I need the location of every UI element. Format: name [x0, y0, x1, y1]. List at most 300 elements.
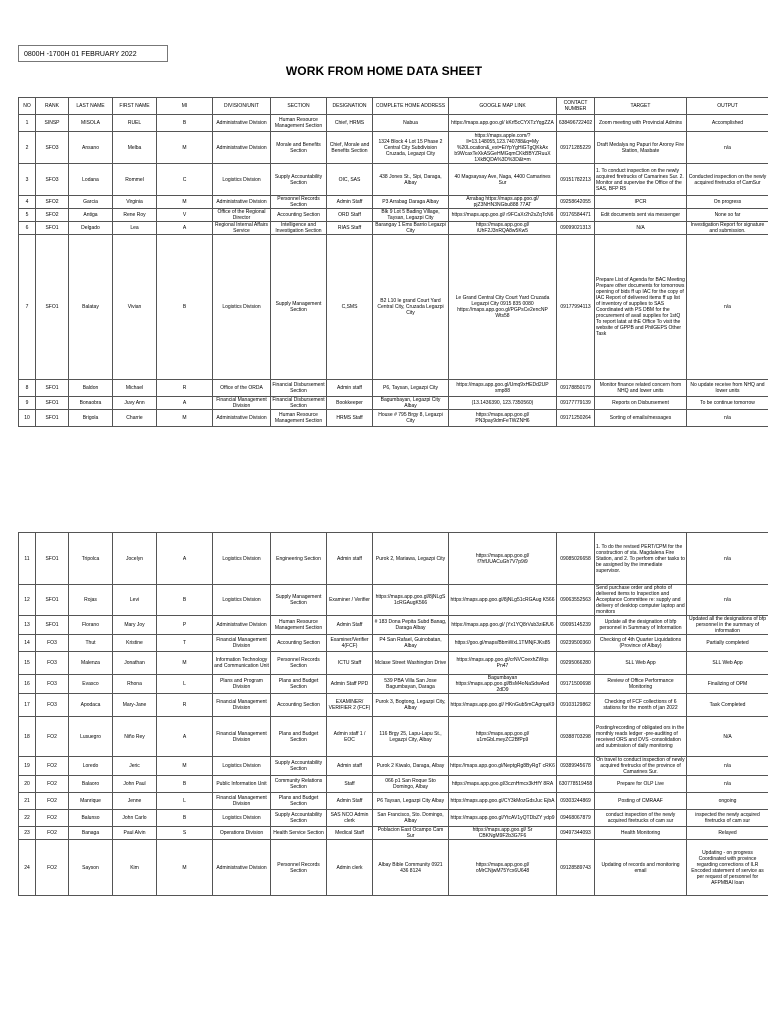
table-cell-designation: Chief, HRMS	[327, 115, 373, 132]
table-cell-first-name: Vivian	[113, 235, 157, 380]
table-cell-mi: B	[157, 585, 213, 616]
table-cell-mi: M	[157, 132, 213, 164]
table-cell-last-name: Florano	[69, 616, 113, 635]
table-cell-complete-home-address: P6 Taysan, Legazpi City Albay	[373, 793, 449, 810]
table-cell-section: Financial Disbursement Section	[272, 397, 325, 409]
table-cell-designation: Admin Staff PPD	[327, 675, 373, 694]
table-cell-section: Personnel Records Section	[271, 196, 327, 209]
table-cell-section: Human Resource Management Section	[271, 115, 327, 132]
table-cell-last-name: Apodaca	[69, 694, 113, 717]
table-cell-division-unit: Financial Management Division	[213, 717, 271, 757]
table-cell-last-name: Garcia	[69, 196, 113, 209]
table-cell-first-name: Juvy Ann	[113, 397, 157, 410]
table-cell-contact-number: 09085026658	[557, 533, 595, 585]
table-cell-rank: FO3	[36, 652, 69, 675]
table-cell-rank: FO2	[36, 810, 69, 827]
table-cell-no: 24	[19, 840, 36, 896]
table-cell-first-name: Paul Alvin	[113, 827, 157, 840]
table-cell-mi: R	[157, 380, 213, 397]
table-header-row	[19, 98, 768, 115]
table-cell-complete-home-address: B2 L10 le grand Court Yard Central City, Cruzada Legazpi City	[373, 235, 449, 380]
table-cell-contact-number: 09178850179	[557, 380, 595, 397]
table-cell-target: Reports on Disbursement	[595, 397, 687, 410]
table-cell-target: Send purchase order and photo of delivered items to Inspection and Acceptance Committee re: supply and delivery of desktop computer laptop and monitors	[596, 585, 685, 615]
table-cell-mi: S	[157, 827, 213, 840]
table-cell-output: n/a	[687, 533, 768, 585]
table-cell-contact-number: 09171250264	[557, 410, 595, 427]
table-row	[19, 164, 768, 196]
table-cell-contact-number: 09095145239	[557, 616, 595, 635]
table-cell-designation: Medical Staff	[327, 827, 373, 840]
table-cell-division-unit: Financial Management Division	[213, 694, 271, 717]
table-cell-output: inspected the newly acquired firetrucks of cam sur	[687, 810, 768, 827]
table-row	[19, 675, 768, 694]
table-cell-mi: A	[157, 222, 213, 235]
table-cell-first-name: Jonathan	[113, 652, 157, 675]
table-cell-last-name: Brigola	[69, 410, 113, 427]
table-cell-no: 18	[19, 717, 36, 757]
table-cell-no: 11	[19, 533, 36, 585]
table-cell-google-map-link: https://maps.app.goo.gl/ f7hfUUACuGh7V7p9i9	[449, 533, 557, 585]
table-cell-google-map-link: https://maps.app.goo.gl/ PN3pay9dmFeTWZNH6	[449, 410, 557, 427]
table-cell-contact-number: 09239500360	[557, 635, 595, 652]
table-cell-mi: T	[157, 635, 213, 652]
table-cell-mi: L	[157, 675, 213, 694]
column-header: LAST NAME	[69, 98, 113, 115]
table-cell-contact-number: 09176584471	[557, 209, 595, 222]
table-cell-first-name: Jeric	[113, 757, 157, 776]
table-cell-contact-number: 630778519458	[557, 776, 595, 793]
table-cell-mi: B	[157, 810, 213, 827]
table-cell-designation: Chief, Morale and Benefits Section	[327, 132, 373, 164]
table-cell-division-unit: Plans and Program Division	[213, 675, 271, 694]
table-cell-no: 9	[19, 397, 36, 410]
table-cell-complete-home-address: Mclase Street Washington Drive	[373, 652, 449, 675]
table-cell-division-unit: Administrative Division	[213, 132, 271, 164]
table-cell-no: 15	[19, 652, 36, 675]
table-cell-section: Supply Accountability Section	[271, 810, 327, 827]
table-cell-complete-home-address: Blk 9 Lot 5 Bading Village, Taysan, Legazpi City	[373, 209, 449, 222]
table-cell-contact-number: 09177994113	[557, 235, 595, 380]
table-cell-no: 2	[19, 132, 36, 164]
data-table-top	[18, 97, 768, 427]
table-cell-rank: FO3	[36, 635, 69, 652]
table-cell-rank: SFO3	[36, 132, 69, 164]
table-cell-target: Posting of CMRAAF	[595, 793, 687, 810]
table-cell-target: SLL Web App	[595, 652, 687, 675]
table-cell-output: Accomplished	[687, 115, 768, 132]
table-cell-last-name: Manrique	[69, 793, 113, 810]
table-cell-google-map-link: (13.1436390, 123.7350560)	[449, 397, 557, 410]
table-cell-last-name: Balunso	[69, 810, 113, 827]
table-cell-mi: R	[157, 694, 213, 717]
table-cell-google-map-link: 40 Magsaysay Ave, Naga, 4400 Camarines Sur	[449, 164, 557, 196]
column-header: RANK	[36, 98, 69, 115]
table-row	[19, 235, 768, 380]
table-cell-mi: A	[157, 717, 213, 757]
table-cell-contact-number: 09258642055	[557, 196, 595, 209]
table-cell-division-unit: Office of the ORDA	[213, 380, 271, 397]
table-cell-complete-home-address: 1324 Block 4 Lot 15 Phase 2 Central City Subdivision Cruzada, Legazpi City	[373, 132, 449, 164]
table-cell-output: Task Completed	[687, 694, 768, 717]
table-cell-designation: Examiner / Verifier	[327, 585, 373, 616]
table-cell-section: Supply Management Section	[271, 585, 327, 616]
table-cell-no: 8	[19, 380, 36, 397]
table-cell-target: Monitor finance related concern from NHQ and lower units	[595, 380, 687, 397]
table-cell-complete-home-address: Bagumbayan, Legazpi City Albay	[373, 397, 449, 410]
table-cell-rank: FO3	[36, 675, 69, 694]
table-cell-rank: SFO1	[36, 410, 69, 427]
table-cell-first-name: John Paul	[113, 776, 157, 793]
table-cell-division-unit: Financial Management Division	[213, 793, 271, 810]
table-cell-output: Updated all the designations of bfp personnel in the summary of information	[687, 616, 768, 635]
table-cell-output: No update receive from NHQ and lower units	[687, 380, 768, 397]
table-row	[19, 533, 768, 585]
table-cell-no: 20	[19, 776, 36, 793]
table-cell-output: Relayed	[687, 827, 768, 840]
table-cell-rank: FO2	[36, 776, 69, 793]
table-cell-contact-number: 09151782213	[557, 164, 595, 196]
table-cell-last-name: Lusuegro	[69, 717, 113, 757]
table-cell-designation: Admin Staff	[327, 616, 373, 635]
table-cell-complete-home-address: Purok 3, Bogtong, Legazpi City, Albay	[373, 694, 449, 717]
table-cell-google-map-link: Arrabag https://maps.app.goo.gl/ pjZ3NHN3NGbu888 77AT	[449, 196, 557, 209]
table-cell-first-name: Levi	[113, 585, 157, 616]
table-cell-google-map-link: https://maps.app.goo.gl/ Sr CBKNgM9F2b3G7F6	[449, 827, 557, 840]
table-cell-section: Plans and Budget Section	[271, 675, 327, 694]
table-cell-target: 1. To do the revised PERT/CPM for the construction of sta. Magdalena Fire Station, and 2. To perform other tasks to be assigned by the immediate supervisor.	[595, 533, 687, 585]
table-cell-complete-home-address: https://maps.app.goo.gl/8jNLgS 1cRGAugK566	[373, 585, 449, 616]
table-cell-last-name: Malenza	[69, 652, 113, 675]
table-cell-target: Health Monitoring	[595, 827, 687, 840]
table-cell-last-name: Delgado	[69, 222, 113, 235]
table-cell-rank: FO2	[36, 840, 69, 896]
table-cell-output: None so far	[687, 209, 768, 222]
table-row	[19, 115, 768, 132]
table-cell-google-map-link: https://goo.gl/maps/BbmWxL1TMNjFJKs85	[449, 635, 557, 652]
table-row	[19, 196, 768, 209]
table-cell-google-map-link: https://maps.app.goo.gl/8jNLg51cRGAug K566	[449, 585, 557, 616]
table-cell-last-name: Baldon	[69, 380, 113, 397]
table-cell-complete-home-address: 438 Jones St., Sipi, Daraga, Albay	[373, 164, 449, 196]
table-cell-target: IPCR	[595, 196, 687, 209]
table-cell-output: SLL Web App	[687, 652, 768, 675]
table-cell-no: 14	[19, 635, 36, 652]
table-cell-output: n/a	[687, 132, 768, 164]
table-cell-first-name: RUEL	[113, 115, 157, 132]
table-cell-first-name: Virginia	[113, 196, 157, 209]
table-row	[19, 380, 768, 397]
table-cell-designation: Admin staff 1 / EOC	[327, 717, 373, 757]
column-header: DESIGNATION	[327, 98, 373, 115]
table-cell-designation: EXAMINER/ VERIFIER 2 (FCF)	[327, 694, 373, 717]
table-cell-section: Plans and Budget Section	[271, 793, 327, 810]
table-cell-first-name: Rommel	[113, 164, 157, 196]
table-cell-last-name: Banaga	[69, 827, 113, 840]
table-cell-complete-home-address: Nabua	[373, 115, 449, 132]
table-cell-target: Updating of records and monitoring email	[595, 840, 687, 896]
table-cell-complete-home-address: Albay Bible Community 0921 436 8124	[373, 840, 449, 896]
table-cell-complete-home-address: Barangay 1 Ems Barrio Legazpi City	[373, 222, 449, 235]
table-cell-last-name: Rojas	[69, 585, 113, 616]
table-cell-last-name: Evasco	[69, 675, 113, 694]
table-row	[19, 222, 768, 235]
column-header: FIRST NAME	[113, 98, 157, 115]
table-cell-first-name: Melba	[113, 132, 157, 164]
table-cell-output: n/a	[687, 410, 768, 427]
table-cell-designation: Admin Staff	[327, 793, 373, 810]
table-cell-mi: C	[157, 164, 213, 196]
table-cell-complete-home-address: P3 Arrabag Daraga Albay	[373, 196, 449, 209]
table-cell-division-unit: Logistics Division	[213, 810, 271, 827]
table-row	[19, 757, 768, 776]
table-cell-target: Edit documents sent via messenger	[595, 209, 687, 222]
table-cell-section: Accounting Section	[271, 635, 327, 652]
table-cell-mi: A	[157, 397, 213, 410]
table-cell-designation: HRMS Staff	[327, 410, 373, 427]
table-row	[19, 397, 768, 410]
table-cell-section: Supply Accountability Section	[271, 164, 327, 196]
table-cell-no: 3	[19, 164, 36, 196]
table-cell-no: 12	[19, 585, 36, 616]
table-cell-mi: M	[157, 410, 213, 427]
table-cell-designation: Admin staff	[327, 380, 373, 397]
table-cell-complete-home-address: House # 795 Brgy 8, Legazpi City	[373, 410, 449, 427]
table-cell-contact-number: 09177779139	[557, 397, 595, 410]
table-cell-rank: SFO1	[36, 397, 69, 410]
table-cell-section: Supply Accountability Section	[271, 757, 327, 776]
table-cell-complete-home-address: 116 Brgy 25, Lapu-Lapu St., Legazpi City, Albay	[373, 717, 449, 757]
table-cell-section: Plans and Budget Section	[271, 717, 327, 757]
table-cell-division-unit: Administrative Division	[213, 115, 271, 132]
table-cell-no: 5	[19, 209, 36, 222]
table-cell-contact-number: 09103129862	[557, 694, 595, 717]
column-header: DIVISION/UNIT	[213, 98, 271, 115]
table-cell-google-map-link: https://maps.app.goo.gl/ HKnGub5mCAgrqaK9	[449, 694, 557, 717]
table-cell-no: 6	[19, 222, 36, 235]
table-row	[19, 776, 768, 793]
table-cell-no: 13	[19, 616, 36, 635]
table-cell-google-map-link: https://maps.app.goo.gl/ jYx1YQ8rVub3ziEfU6	[449, 616, 557, 635]
table-cell-section: Accounting Section	[271, 209, 327, 222]
table-cell-division-unit: Regional Internal Affairs Service	[213, 222, 271, 235]
column-header: TARGET	[595, 98, 687, 115]
table-row	[19, 132, 768, 164]
table-cell-no: 10	[19, 410, 36, 427]
table-cell-rank: SFO2	[36, 196, 69, 209]
table-cell-no: 19	[19, 757, 36, 776]
table-cell-designation: Admin staff	[327, 757, 373, 776]
table-cell-section: Community Relations Section	[271, 776, 327, 793]
table-cell-output: n/a	[687, 585, 768, 616]
column-header: COMPLETE HOME ADDRESS	[373, 98, 449, 115]
table-cell-rank: SFO1	[36, 222, 69, 235]
table-cell-output: Updating - on progress Coordinated with province regarding corrections of ILR Encoded statement of service as per request of personnel for AFPMBAI loan	[687, 840, 768, 896]
table-cell-first-name: Lea	[113, 222, 157, 235]
table-cell-designation: Admin Staff	[327, 196, 373, 209]
table-cell-target: Review of Office Performance Monitoring	[595, 675, 687, 694]
table-cell-no: 4	[19, 196, 36, 209]
table-row	[19, 694, 768, 717]
table-cell-no: 7	[19, 235, 36, 380]
table-cell-google-map-link: https://maps.app.goo.gl/ oMrCNjwM75Ycx6U648	[449, 840, 557, 896]
table-cell-designation: Examiner/Verifier 4(FCF)	[327, 635, 373, 652]
table-row	[19, 635, 768, 652]
table-cell-section: Financial Disbursement Section	[271, 380, 327, 397]
table-cell-output: Investigation Report for signature and submission.	[687, 222, 768, 235]
column-header: MI	[157, 98, 213, 115]
table-cell-output: Partially completed	[687, 635, 768, 652]
table-cell-last-name: Balaoro	[69, 776, 113, 793]
table-cell-no: 22	[19, 810, 36, 827]
table-row	[19, 717, 768, 757]
table-cell-division-unit: Information Technology and Communication Unit	[213, 652, 271, 675]
table-cell-complete-home-address: 539 PBA Villa San Jose Bagumbayan, Daraga	[373, 675, 449, 694]
table-cell-division-unit: Financial Management Division	[213, 397, 271, 410]
table-cell-google-map-link: Le Grand Central City Court Yard Cruzada Legazpi City 0915 835 0080 https://maps.app.goo.gl/PGPsCe2encNP Wts58	[449, 235, 557, 380]
table-cell-complete-home-address: # 183 Dona Pepita Subd Banag, Daraga Albay	[373, 616, 449, 635]
table-cell-designation: Bookkeeper	[327, 397, 373, 410]
table-cell-division-unit: Operations Division	[213, 827, 271, 840]
table-cell-division-unit: Administrative Division	[213, 840, 271, 896]
table-cell-rank: FO2	[36, 827, 69, 840]
table-cell-mi: A	[157, 533, 213, 585]
table-cell-first-name: Jenne	[113, 793, 157, 810]
column-header: GOOGLE MAP LINK	[449, 98, 557, 115]
table-cell-rank: SINSP	[36, 115, 69, 132]
table-cell-designation: C,SMS	[327, 235, 373, 380]
table-cell-designation: ORD Staff	[327, 209, 373, 222]
table-cell-first-name: Niño Rey	[113, 717, 157, 757]
table-row	[19, 840, 768, 896]
table-cell-no: 16	[19, 675, 36, 694]
table-cell-google-map-link: https://maps.app.goo.gl/ iUhF2J3nRQA8w5Kw5	[449, 222, 557, 235]
table-cell-google-map-link: https://maps.app.goo.gl/CY3kMozGdsJuc EjbA	[449, 793, 557, 810]
table-cell-mi: V	[157, 209, 213, 222]
table-cell-output: To be continue tomorrow	[687, 397, 768, 410]
table-cell-rank: SFO1	[36, 235, 69, 380]
table-cell-last-name: Thut	[69, 635, 113, 652]
table-cell-first-name: Kristine	[113, 635, 157, 652]
table-cell-mi: B	[157, 776, 213, 793]
table-cell-division-unit: Logistics Division	[213, 585, 271, 616]
table-cell-complete-home-address: San Francisco, Sto. Domingo, Albay	[373, 810, 449, 827]
table-cell-contact-number: 09468067879	[557, 810, 595, 827]
table-cell-mi: B	[157, 235, 213, 380]
table-cell-section: Personnel Records Section	[271, 840, 327, 896]
table-cell-rank: FO2	[36, 793, 69, 810]
table-cell-target: 1. To conduct inspection on the newly acquired firetrucks of Camarines Sur. 2. Monitor and supervise the Office of the SAS, BFP R5	[595, 164, 687, 196]
table-cell-last-name: Antiga	[69, 209, 113, 222]
table-cell-mi: M	[157, 196, 213, 209]
table-cell-designation: Admin staff	[327, 533, 373, 585]
table-cell-division-unit: Administrative Division	[213, 410, 271, 427]
table-row	[19, 827, 768, 840]
table-cell-target: Posting/recording of obligated ors in the monthly reads ledger -pre-auditing of received ORS and DVS -consolidation and submission of daily monitoring	[595, 717, 687, 757]
table-cell-target: On travel to conduct inspection of newly acquired firetrucks of the province of Camarines Sur.	[596, 757, 685, 775]
table-cell-contact-number: 09497344093	[557, 827, 595, 840]
data-table-bottom	[18, 532, 768, 896]
table-cell-google-map-link: https://maps.app.goo.gl/ kKrf5cCYXTzYqgZZA	[449, 115, 557, 132]
table-cell-complete-home-address: Purok 2 Kiwalo, Daraga, Albay	[373, 757, 449, 776]
table-cell-first-name: Rene Roy	[113, 209, 157, 222]
table-cell-mi: L	[157, 793, 213, 810]
table-cell-target: conduct inspection of the newly acquired firetrucks of cam sur	[595, 810, 687, 827]
column-header: NO	[19, 98, 36, 115]
table-cell-contact-number: 09099021313	[557, 222, 595, 235]
table-cell-first-name: Rhona	[113, 675, 157, 694]
table-cell-last-name: Lodana	[69, 164, 113, 196]
table-cell-first-name: Michael	[113, 380, 157, 397]
table-cell-contact-number: 09128589743	[557, 840, 595, 896]
table-cell-designation: RIAS Staff	[327, 222, 373, 235]
table-cell-output: ongoing	[687, 793, 768, 810]
table-cell-designation: ICTU Staff	[327, 652, 373, 675]
table-cell-designation: SAS NCO Admin clerk	[327, 810, 373, 827]
table-cell-mi: B	[157, 115, 213, 132]
table-cell-google-map-link: Bagumbayan https://maps.app.goo.gl/BsM4oNaSdwAxd 2dD9	[449, 675, 557, 694]
column-header: CONTACT NUMBER	[557, 98, 595, 115]
table-cell-complete-home-address: P6, Taysan, Legazpi City	[373, 380, 449, 397]
table-cell-google-map-link: https://maps.app.goo.gl/NeptgRg8ByRgT cRK6	[449, 757, 557, 776]
column-header: OUTPUT	[687, 98, 768, 115]
table-cell-first-name: Kim	[113, 840, 157, 896]
table-cell-section: Engineering Section	[271, 533, 327, 585]
table-cell-mi: P	[157, 616, 213, 635]
table-cell-last-name: Tripolca	[69, 533, 113, 585]
table-cell-section: Human Resource Management Section	[271, 410, 327, 427]
table-cell-google-map-link: https://maps.app.goo.gl/YtcAV1yQTDbZY ydp9	[449, 810, 557, 827]
table-cell-target: Checking of FCF collections of 6 stations for the month of jan 2022	[595, 694, 687, 717]
table-cell-last-name: Loredo	[69, 757, 113, 776]
table-cell-mi: M	[157, 757, 213, 776]
table-cell-rank: FO2	[36, 757, 69, 776]
table-cell-designation: Admin clerk	[327, 840, 373, 896]
table-cell-first-name: Mary Joy	[113, 616, 157, 635]
table-cell-last-name: Balatay	[69, 235, 113, 380]
table-cell-target: Zoom meeting with Provincial Admins	[595, 115, 687, 132]
table-cell-rank: SFO1	[36, 380, 69, 397]
table-row	[19, 810, 768, 827]
table-cell-division-unit: Administrative Division	[213, 196, 271, 209]
table-cell-last-name: Sayson	[69, 840, 113, 896]
table-cell-contact-number: 09388703298	[557, 717, 595, 757]
table-cell-contact-number: 09171500698	[557, 675, 595, 694]
table-cell-rank: FO2	[36, 717, 69, 757]
table-cell-contact-number: 09303244869	[557, 793, 595, 810]
table-row	[19, 209, 768, 222]
table-cell-google-map-link: https://maps.app.goo.gl/ u1mGbLmeyZC2BfPp9	[449, 717, 557, 757]
table-cell-target: Checking of 4th Quarter Liquidations (Province of Albay)	[595, 635, 687, 652]
table-cell-contact-number: 638496722402	[557, 115, 595, 132]
table-cell-no: 1	[19, 115, 36, 132]
table-cell-contact-number: 09389945678	[557, 757, 595, 776]
table-cell-complete-home-address: Poblacion East Ocampo Cam Sur	[373, 827, 449, 840]
table-cell-division-unit: Administrative Division	[213, 616, 271, 635]
table-cell-division-unit: Office of the Regional Director	[213, 209, 271, 222]
table-cell-target: N/A	[595, 222, 687, 235]
table-cell-target: Prepare List of Agenda for BAC Meeting Prepare other documents for tomorrows opening of bids ff up IAC for the copy of IAC Report of delivered items ff up list of inventory of supplies to SAS Coordinated with PS DBM for the procurement of avail supplies for 1stQ To report latat at thE Office To visit the website of GPPB and PhilGEPS Other Task	[595, 235, 687, 380]
table-cell-rank: SFO1	[36, 616, 69, 635]
table-cell-output: On progress	[687, 196, 768, 209]
table-cell-division-unit: Logistics Division	[213, 533, 271, 585]
table-cell-rank: SFO1	[36, 533, 69, 585]
table-cell-rank: SFO2	[36, 209, 69, 222]
table-cell-first-name: Mary-Jane	[113, 694, 157, 717]
table-cell-designation: Staff	[327, 776, 373, 793]
table-row	[19, 616, 768, 635]
table-cell-contact-number: 09295066280	[557, 652, 595, 675]
